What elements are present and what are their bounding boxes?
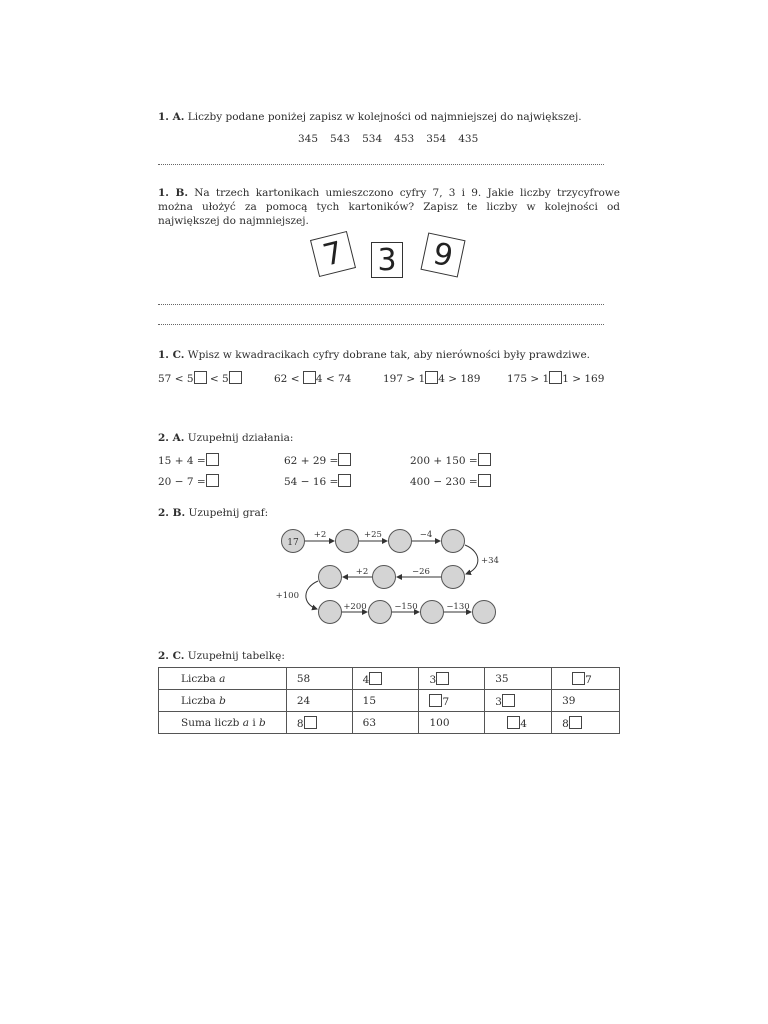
cell-value: 7: [442, 695, 450, 708]
graph-operation: −150: [394, 602, 418, 612]
operation-text: 400 − 230 =: [410, 476, 478, 488]
operation-text: 20 − 7 =: [158, 476, 206, 488]
graph-node[interactable]: [473, 601, 496, 624]
graph-operation: +200: [343, 602, 367, 612]
graph-operation: +25: [364, 530, 382, 540]
graph-node[interactable]: [369, 601, 392, 624]
task-1b-label: 1. B.: [158, 187, 189, 199]
inequality-part: 4 < 74: [315, 373, 352, 385]
answer-box[interactable]: [369, 672, 382, 685]
table-cell: [485, 712, 552, 734]
task-2a-text: Uzupełnij działania:: [187, 432, 294, 444]
cell-value: 35: [495, 672, 509, 685]
answer-box[interactable]: [572, 672, 585, 685]
inequality-part: 62 <: [274, 373, 303, 385]
cell-value: 63: [362, 716, 377, 729]
task-1a-label: 1. A.: [158, 111, 185, 123]
graph-node[interactable]: [442, 566, 465, 589]
graph-arrow: [465, 545, 478, 574]
graph-operation: −130: [446, 602, 470, 612]
inequality-part: 175 > 1: [507, 373, 550, 385]
table-row: [159, 712, 620, 734]
answer-box[interactable]: [304, 716, 317, 729]
table-cell: [286, 712, 352, 734]
task-2c-text: Uzupełnij tabelkę:: [187, 650, 285, 662]
digit-card-value: 9: [430, 235, 456, 275]
graph-operation: +100: [275, 591, 299, 601]
graph-start-value: 17: [287, 538, 299, 548]
operation-text: 15 + 4 =: [158, 455, 206, 467]
operation-text: 54 − 16 =: [284, 476, 339, 488]
cell-value: 100: [429, 716, 450, 729]
task-2b-label: 2. B.: [158, 507, 186, 519]
cell-value: 58: [296, 672, 311, 685]
inequality-part: 57 < 5: [158, 373, 194, 385]
table-cell: [552, 712, 620, 734]
cell-value: 8: [562, 717, 569, 730]
variable: a: [219, 672, 226, 685]
graph-node[interactable]: [319, 601, 342, 624]
graph-operation: +34: [481, 556, 499, 566]
cell-value: 8: [296, 717, 304, 730]
row-header-text: Liczba: [181, 672, 216, 685]
table-cell: [419, 712, 485, 734]
table-cell: [419, 690, 485, 712]
number-item: 534: [362, 133, 383, 145]
row-header-text: Liczba: [181, 694, 216, 707]
table-cell: [419, 668, 485, 690]
graph-node[interactable]: [389, 530, 412, 553]
cell-value: 39: [562, 694, 576, 707]
inequality-part: < 5: [206, 373, 229, 385]
graph-operation: −26: [412, 567, 430, 577]
number-item: 354: [426, 133, 447, 145]
task-1c-text: Wpisz w kwadracikach cyfry dobrane tak, aby nierówności były prawdziwe.: [187, 349, 590, 361]
table-cell: [352, 690, 419, 712]
table-cell: [552, 668, 620, 690]
answer-box[interactable]: [569, 716, 582, 729]
table-cell: [352, 668, 419, 690]
answer-box[interactable]: [507, 716, 520, 729]
graph-node[interactable]: [373, 566, 396, 589]
number-item: 345: [298, 133, 319, 145]
table-cell: [286, 668, 352, 690]
cell-value: 4: [362, 673, 370, 686]
table-cell: [485, 690, 552, 712]
task-2b-text: Uzupełnij graf:: [188, 507, 269, 519]
answer-box[interactable]: [429, 694, 442, 707]
number-item: 453: [394, 133, 415, 145]
cell-value: 4: [520, 717, 527, 730]
digit-card-value: 7: [319, 234, 347, 274]
graph-node[interactable]: [442, 530, 465, 553]
answer-box[interactable]: [502, 694, 515, 707]
digit-card-value: 3: [377, 242, 397, 278]
task-1b-text: Na trzech kartonikach umieszczono cyfry 7, 3 i 9. Jakie liczby trzycyfrowe można ułożyć za pomocą tych kartoników? Zapisz te liczby w kolejności od największej do najmniejszej.: [158, 187, 620, 227]
cell-value: 3: [429, 673, 437, 686]
operation-text: 200 + 150 =: [410, 455, 478, 467]
table-row: [159, 668, 620, 690]
inequality-part: 1 > 169: [562, 373, 605, 385]
table-cell: [485, 668, 552, 690]
conjunction: i: [252, 716, 256, 729]
row-header-text: Suma liczb: [181, 716, 240, 729]
cell-value: 15: [362, 694, 377, 707]
variable: a: [242, 716, 249, 729]
inequality-part: 4 > 189: [438, 373, 481, 385]
graph-operation: +2: [355, 567, 369, 577]
graph-operation: +2: [313, 530, 327, 540]
row-header: [159, 668, 287, 690]
graph-arrow: [306, 581, 318, 609]
table-cell: [286, 690, 352, 712]
answer-box[interactable]: [436, 672, 449, 685]
cell-value: 24: [296, 694, 311, 707]
table-cell: [352, 712, 419, 734]
number-item: 543: [330, 133, 351, 145]
variable: b: [219, 694, 226, 707]
sum-table: [158, 667, 620, 734]
task-2c-instruction: [158, 649, 285, 663]
table-cell: [552, 690, 620, 712]
inequality-part: 197 > 1: [383, 373, 426, 385]
number-item: 435: [458, 133, 479, 145]
task-1c-label: 1. C.: [158, 349, 185, 361]
variable: b: [259, 716, 266, 729]
graph-node[interactable]: [336, 530, 359, 553]
graph-node[interactable]: [319, 566, 342, 589]
task-2a-label: 2. A.: [158, 432, 185, 444]
operation-text: 62 + 29 =: [284, 455, 339, 467]
task-1a-text: Liczby podane poniżej zapisz w kolejności od najmniejszej do największej.: [187, 111, 582, 123]
graph-node[interactable]: [421, 601, 444, 624]
task-2c-label: 2. C.: [158, 650, 185, 662]
cell-value: 7: [585, 673, 592, 686]
graph-operation: −4: [419, 530, 433, 540]
row-header: [159, 690, 287, 712]
table-row: [159, 690, 620, 712]
cell-value: 3: [495, 695, 502, 708]
row-header: [159, 712, 287, 734]
